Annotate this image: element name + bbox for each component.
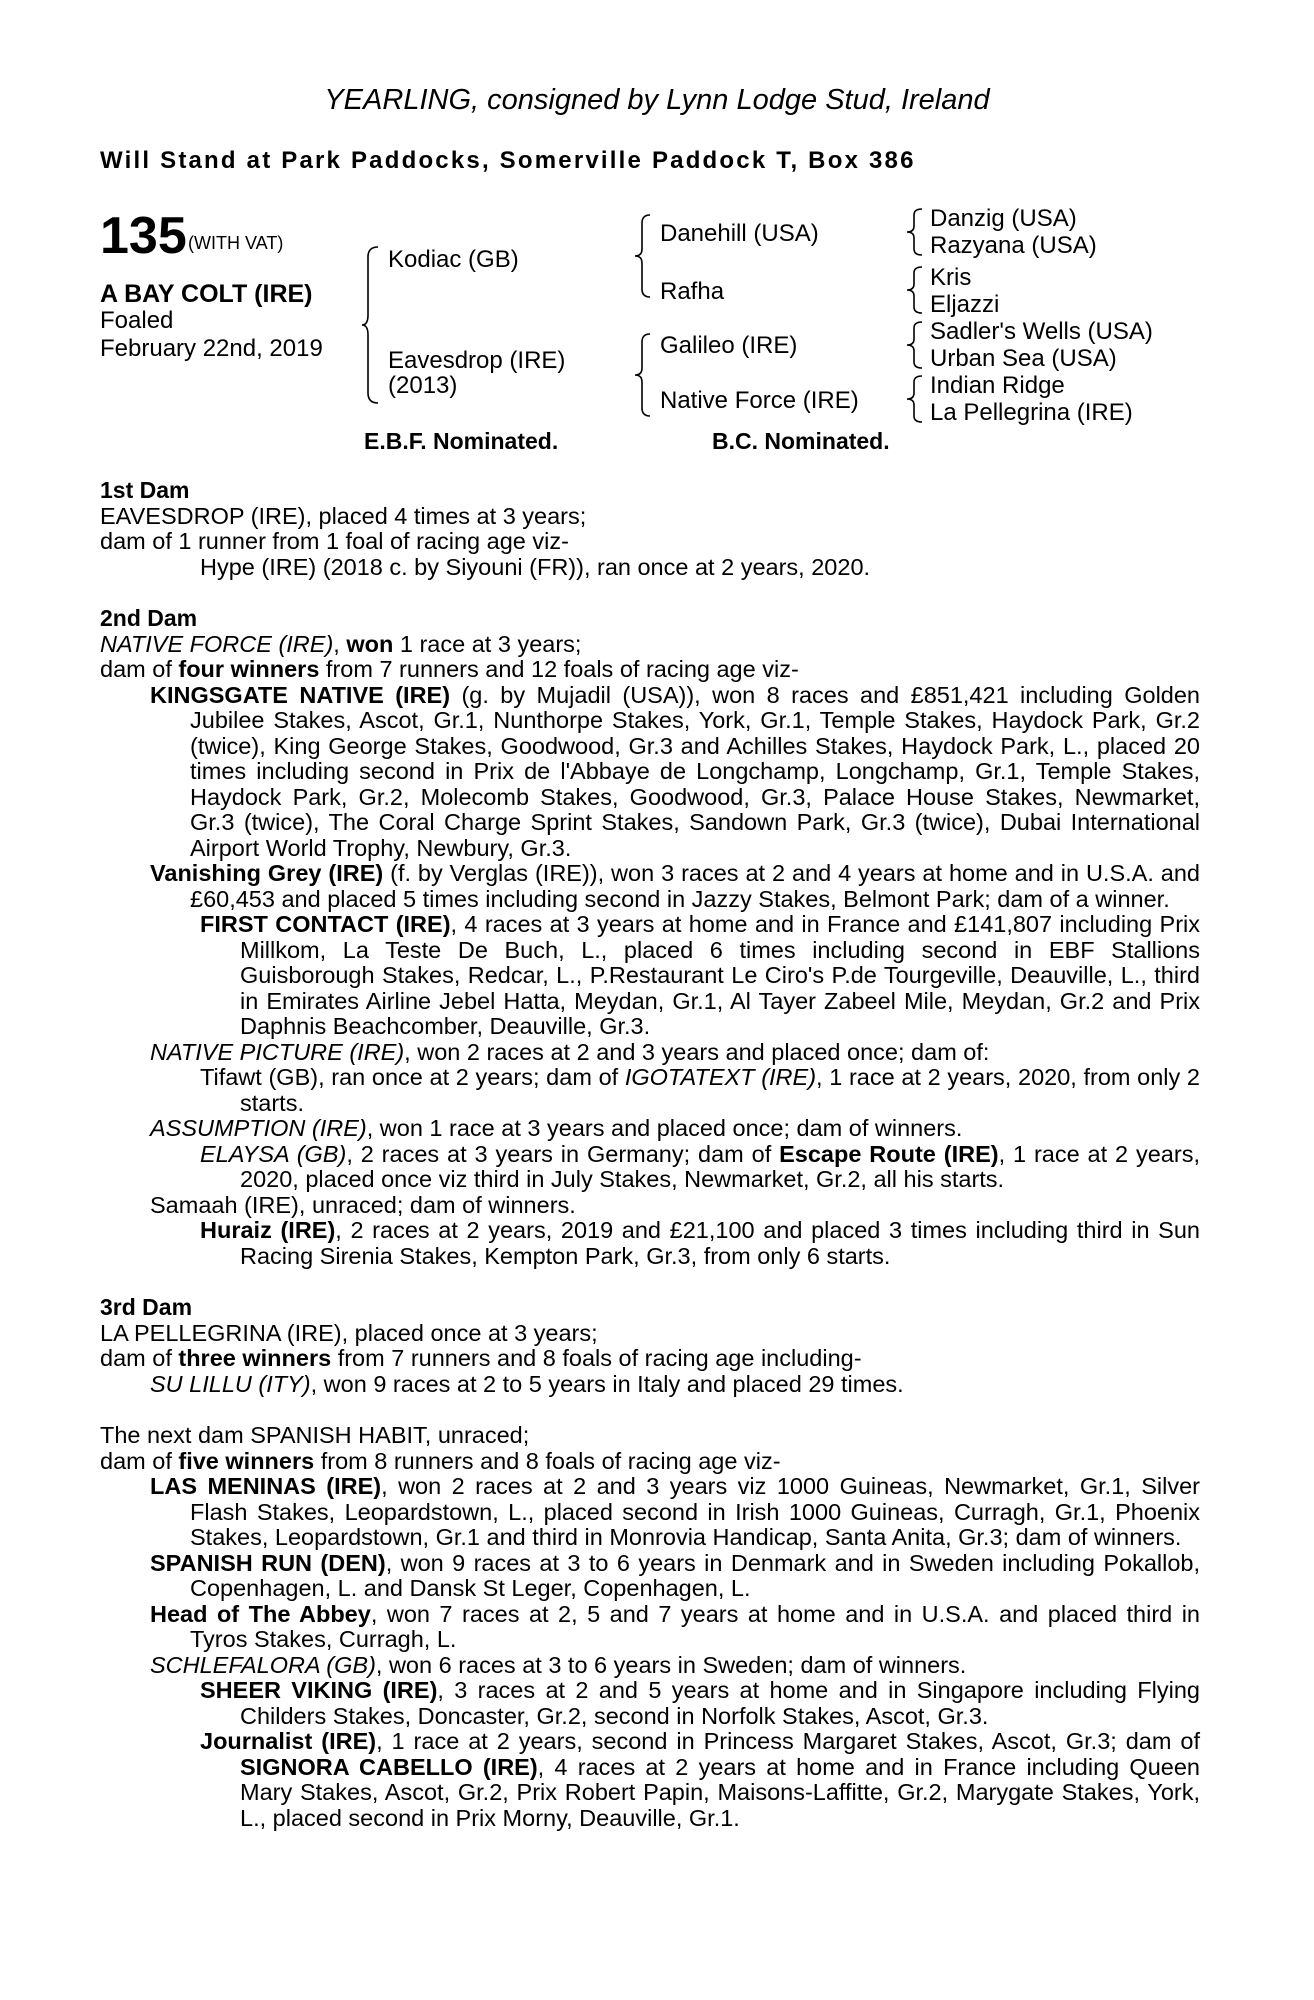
first-dam-produce: dam of 1 runner from 1 foal of racing age viz- bbox=[100, 528, 569, 554]
pedigree-g1: Danzig (USA) bbox=[930, 205, 1077, 232]
pedigree-g8: La Pellegrina (IRE) bbox=[930, 399, 1133, 426]
next-dam-line: The next dam SPANISH HABIT, unraced; bbox=[100, 1422, 530, 1448]
bc-nominated: B.C. Nominated. bbox=[712, 428, 890, 454]
pedigree-brace-g4 bbox=[904, 374, 928, 424]
second-dam-line: NATIVE FORCE (IRE), won 1 race at 3 years; bbox=[100, 630, 582, 657]
pedigree-g3: Kris bbox=[930, 264, 972, 291]
huraiz-entry: Huraiz (IRE), 2 races at 2 years, 2019 and £21,100 and placed 3 times including third in Sun Racing Sirenia Stakes, Kempton Park, Gr.3, from only 6 starts. bbox=[200, 1217, 1200, 1269]
first-dam-foal: Hype (IRE) (2018 c. by Siyouni (FR)), ran once at 2 years, 2020. bbox=[200, 553, 871, 580]
pedigree-dam: Eavesdrop (IRE) bbox=[388, 347, 566, 374]
pedigree-dam-year: (2013) bbox=[388, 372, 458, 399]
elaysa-entry: ELAYSA (GB), 2 races at 3 years in Germany; dam of Escape Route (IRE), 1 race at 2 years, 2020, placed once viz third in July Stakes, Newmarket, Gr.2, all his starts. bbox=[200, 1140, 1200, 1192]
assumption-entry: ASSUMPTION (IRE), won 1 race at 3 years and placed once; dam of winners. bbox=[150, 1115, 963, 1141]
third-dam-produce: dam of three winners from 7 runners and 8 foals of racing age including- bbox=[100, 1345, 862, 1371]
second-dam-produce: dam of four winners from 7 runners and 12 foals of racing age viz- bbox=[100, 656, 799, 682]
pedigree-dam-dam: Native Force (IRE) bbox=[660, 387, 859, 414]
pedigree-sire: Kodiac (GB) bbox=[388, 246, 519, 273]
third-dam-heading: 3rd Dam bbox=[100, 1294, 193, 1320]
las-meninas-entry: LAS MENINAS (IRE), won 2 races at 2 and 3 years viz 1000 Guineas, Newmarket, Gr.1, Silver Flash Stakes, Leopardstown, L., placed second in Irish 1000 Guineas, Curragh, Gr.1, Phoenix Stakes, Leopardstown, Gr.1 and third in Monrovia Handicap, Santa Anita, Gr.3; dam of winners. bbox=[150, 1473, 1201, 1550]
first-contact-entry: FIRST CONTACT (IRE), 4 races at 3 years at home and in France and £141,807 including Prix Millkom, La Teste De Buch, L., placed 6 times including second in EBF Stallions Guisborough Stakes, Redcar, L., P.Restaurant Le Ciro's P.de Tourgeville, Deauville, L., third in Emirates Airline Jebel Hatta, Meydan, Gr.1, Al Tayer Zabeel Mile, Meydan, Gr.2 and Prix Daphnis Beachcomber, Deauville, Gr.3. bbox=[200, 911, 1200, 1039]
page-title: YEARLING, consigned by Lynn Lodge Stud, Ireland bbox=[324, 84, 990, 116]
samaah-entry: Samaah (IRE), unraced; dam of winners. bbox=[150, 1191, 576, 1218]
pedigree-sire-dam: Rafha bbox=[660, 278, 725, 305]
pedigree-brace-g1 bbox=[904, 207, 928, 257]
next-dam-produce: dam of five winners from 8 runners and 8 foals of racing age viz- bbox=[100, 1447, 781, 1474]
schlefalora-entry: SCHLEFALORA (GB), won 6 races at 3 to 6 years in Sweden; dam of winners. bbox=[150, 1651, 967, 1678]
ebf-nominated: E.B.F. Nominated. bbox=[364, 428, 559, 454]
pedigree-brace-g2 bbox=[904, 265, 928, 315]
pedigree-brace-dam bbox=[632, 332, 656, 418]
pedigree-g4: Eljazzi bbox=[930, 291, 1000, 318]
pedigree-brace-main bbox=[360, 245, 384, 405]
foaled-date: February 22nd, 2019 bbox=[100, 335, 323, 362]
stand-location: Will Stand at Park Paddocks, Somerville Paddock T, Box 386 bbox=[100, 147, 916, 174]
vat-note: (WITH VAT) bbox=[188, 233, 284, 253]
first-dam-line: EAVESDROP (IRE), placed 4 times at 3 years; bbox=[100, 502, 587, 529]
pedigree-g6: Urban Sea (USA) bbox=[930, 345, 1117, 372]
pedigree-g5: Sadler's Wells (USA) bbox=[930, 318, 1153, 345]
native-picture-entry: NATIVE PICTURE (IRE), won 2 races at 2 and 3 years and placed once; dam of: bbox=[150, 1038, 990, 1065]
pedigree-g7: Indian Ridge bbox=[930, 372, 1065, 399]
kingsgate-native-entry: KINGSGATE NATIVE (IRE) (g. by Mujadil (USA)), won 8 races and £851,421 including Golden Jubilee Stakes, Ascot, Gr.1, Nunthorpe Stakes, York, Gr.1, Temple Stakes, Haydock Park, Gr.2 (twice), King George Stakes, Goodwood, Gr.3 and Achilles Stakes, Haydock Park, L., placed 20 times including second in Prix de l'Abbaye de Longchamp, Longchamp, Gr.1, Temple Stakes, Haydock Park, Gr.2, Molecomb Stakes, Goodwood, Gr.3, Palace House Stakes, Newmarket, Gr.3 (twice), The Coral Charge Sprint Stakes, Sandown Park, Gr.3 (twice), Dubai International Airport World Trophy, Newbury, Gr.3. bbox=[150, 681, 1200, 861]
lot-number: 135 bbox=[100, 207, 187, 265]
first-dam-heading: 1st Dam bbox=[100, 477, 190, 503]
pedigree-g2: Razyana (USA) bbox=[930, 232, 1097, 259]
produce-record bbox=[100, 478, 1200, 1831]
su-lillu-entry: SU LILLU (ITY), won 9 races at 2 to 5 years in Italy and placed 29 times. bbox=[150, 1370, 904, 1397]
head-of-the-abbey-entry: Head of The Abbey, won 7 races at 2, 5 and 7 years at home and in U.S.A. and placed third in Tyros Stakes, Curragh, L. bbox=[150, 1600, 1200, 1652]
journalist-entry: Journalist (IRE), 1 race at 2 years, second in Princess Margaret Stakes, Ascot, Gr.3; dam of SIGNORA CABELLO (IRE), 4 races at 2 years at home and in France including Queen Mary Stakes, Ascot, Gr.2, Prix Robert Papin, Maisons-Laffitte, Gr.2, Marygate Stakes, York, L., placed second in Prix Morny, Deauville, Gr.1. bbox=[200, 1728, 1200, 1831]
vanishing-grey-entry: Vanishing Grey (IRE) (f. by Verglas (IRE)), won 3 races at 2 and 4 years at home and in U.S.A. and £60,453 and placed 5 times including second in Jazzy Stakes, Belmont Park; dam of a winner. bbox=[150, 860, 1200, 912]
second-dam-heading: 2nd Dam bbox=[100, 605, 198, 631]
pedigree-brace-g3 bbox=[904, 320, 928, 370]
sheer-viking-entry: SHEER VIKING (IRE), 3 races at 2 and 5 years at home and in Singapore including Flying Childers Stakes, Doncaster, Gr.2, second in Norfolk Stakes, Ascot, Gr.3. bbox=[200, 1677, 1200, 1729]
pedigree-brace-sire bbox=[632, 213, 656, 299]
foaled-label: Foaled bbox=[100, 307, 174, 334]
lot-description: A BAY COLT (IRE) bbox=[100, 280, 313, 308]
third-dam-line: LA PELLEGRINA (IRE), placed once at 3 years; bbox=[100, 1319, 598, 1346]
tifawt-entry: Tifawt (GB), ran once at 2 years; dam of IGOTATEXT (IRE), 1 race at 2 years, 2020, from only 2 starts. bbox=[200, 1064, 1200, 1116]
spanish-run-entry: SPANISH RUN (DEN), won 9 races at 3 to 6 years in Denmark and in Sweden including Pokallob, Copenhagen, L. and Dansk St Leger, Copenhagen, L. bbox=[150, 1549, 1200, 1601]
pedigree-dam-sire: Galileo (IRE) bbox=[660, 332, 798, 359]
pedigree-sire-sire: Danehill (USA) bbox=[660, 220, 819, 247]
